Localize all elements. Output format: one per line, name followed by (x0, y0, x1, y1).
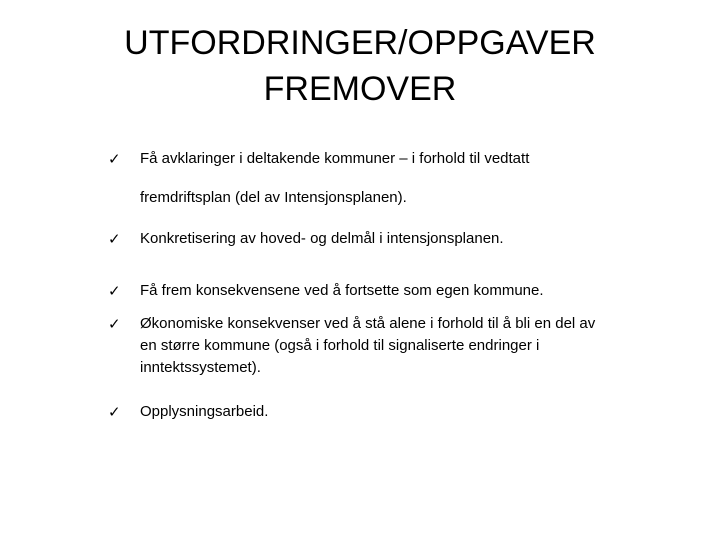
bullet-item (108, 228, 608, 280)
bullet-item (108, 401, 608, 423)
checkmark-icon: ✓ (108, 230, 121, 248)
bullet-text: Få frem konsekvensene ved å fortsette som egen kommune. (140, 282, 544, 299)
bullet-text: Få avklaringer i deltakende kommuner – i forhold til vedtatt (140, 150, 530, 167)
title-line-2: FREMOVER (263, 70, 457, 108)
title-line-1: UTFORDRINGER/OPPGAVER (124, 24, 596, 62)
bullet-text: fremdriftsplan (del av Intensjonsplanen). (140, 189, 407, 206)
bullet-item (108, 280, 608, 313)
checkmark-icon: ✓ (108, 403, 121, 421)
checkmark-icon: ✓ (108, 282, 121, 300)
bullet-item (108, 148, 608, 228)
bullet-text: Opplysningsarbeid. (140, 403, 269, 420)
bullet-list (108, 148, 608, 423)
checkmark-icon: ✓ (108, 315, 121, 333)
bullet-text: Økonomiske konsekvenser ved å stå alene i forhold til å bli en del av en større kommune (også i forhold til signaliserte endringer i inntektssystemet). (140, 315, 596, 376)
checkmark-icon: ✓ (108, 150, 121, 168)
bullet-item (108, 313, 608, 401)
bullet-text: Konkretisering av hoved- og delmål i intensjonsplanen. (140, 230, 504, 247)
slide-title (0, 20, 720, 112)
